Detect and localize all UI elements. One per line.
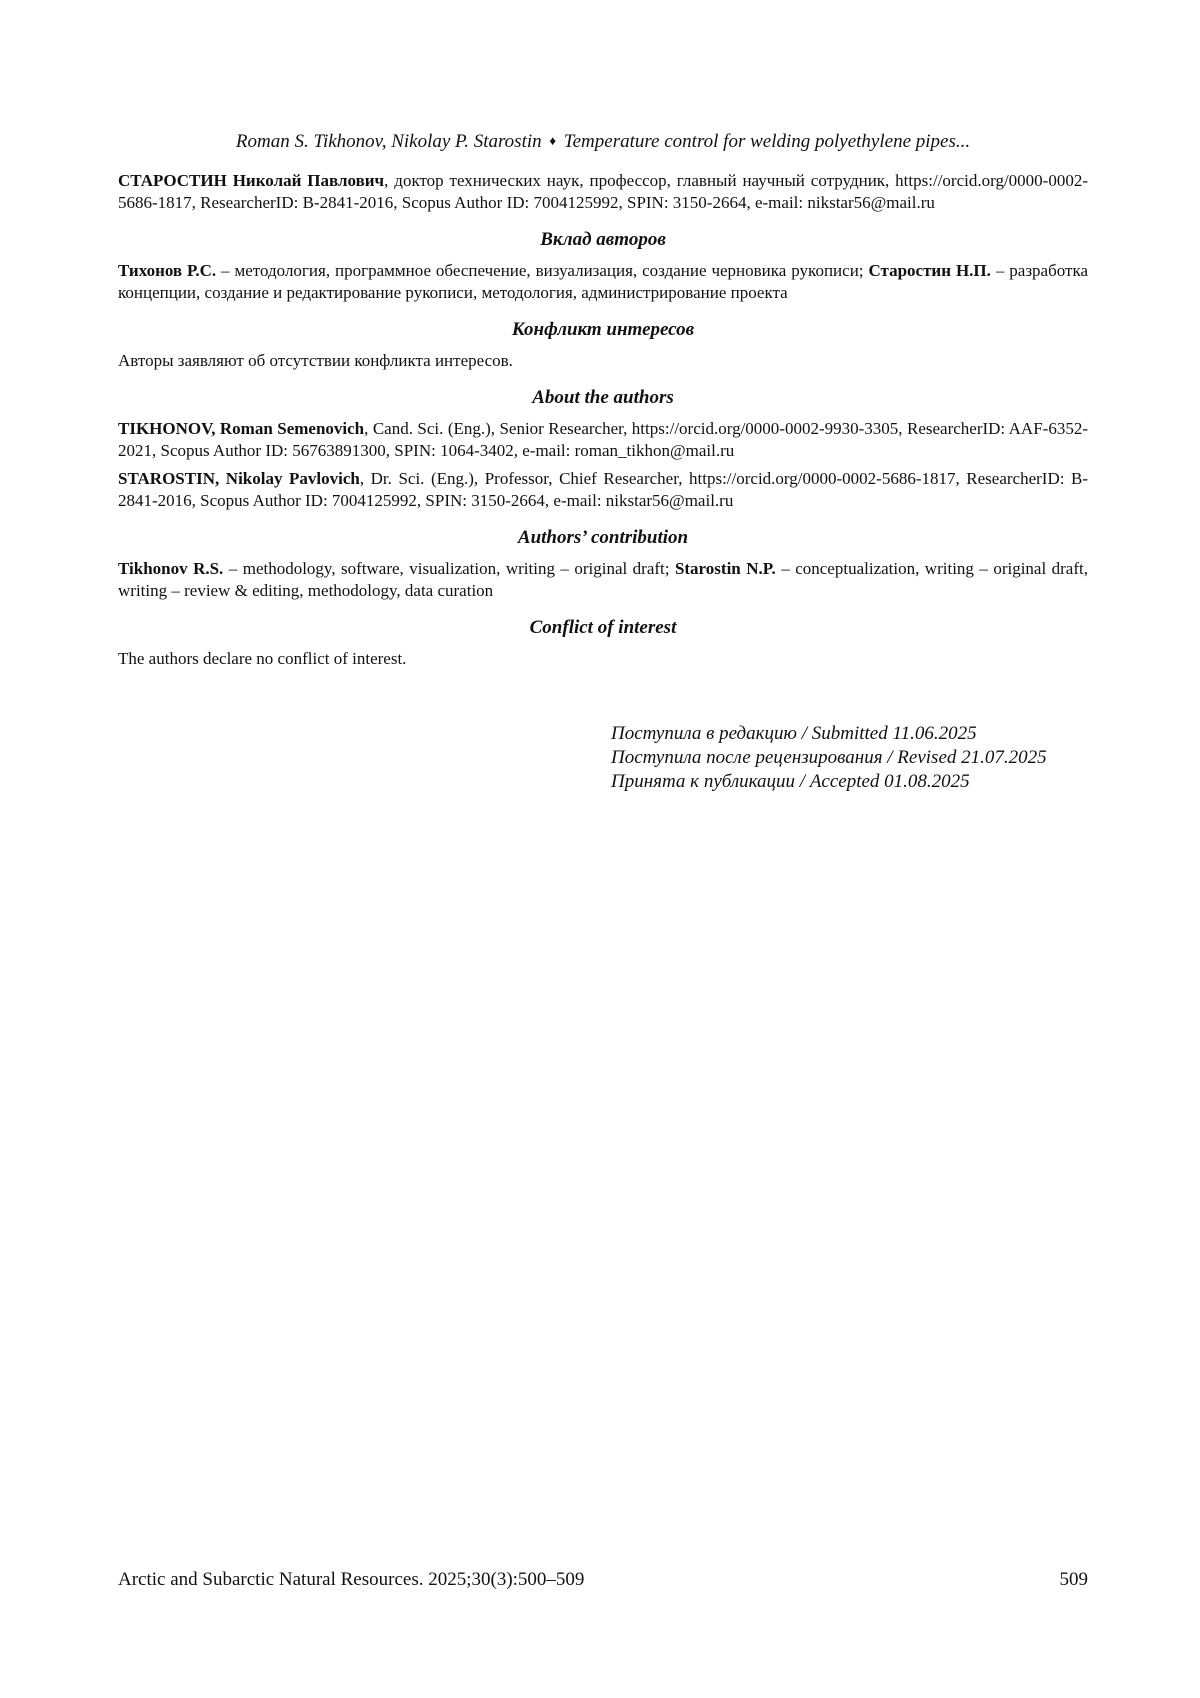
running-header: [118, 130, 1088, 155]
diamond-separator-icon: ♦: [549, 133, 557, 148]
ru-author-2-entry: [118, 170, 1088, 214]
en-author-2-entry: [118, 468, 1088, 512]
ru-contribution-author-1: Тихонов Р.С.: [118, 261, 217, 280]
running-header-title: Temperature control for welding polyethylene pipes...: [563, 131, 971, 152]
ru-contribution-author-2: Старостин Н.П.: [868, 261, 991, 280]
journal-citation: Arctic and Subarctic Natural Resources. 2025;30(3):500–509: [118, 1569, 585, 1590]
ru-conflict-text: Авторы заявляют об отсутствии конфликта интересов.: [118, 351, 513, 370]
ru-author-2-details: , доктор технических наук, профессор, главный научный сотрудник, https://orcid.org/0000-0002-5686-1817, ResearcherID: B-2841-2016, Scopus Author ID: 7004125992, SPIN: 3150-2664, e-mail: nikstar56@mail.ru: [118, 171, 1088, 212]
publication-dates: [611, 722, 1047, 794]
article-back-matter: [118, 170, 1088, 676]
ru-contribution-text: [118, 260, 1088, 304]
en-contribution-text: [118, 558, 1088, 602]
en-author-1-name: TIKHONOV, Roman Semenovich: [118, 419, 365, 438]
en-author-1-details: , Cand. Sci. (Eng.), Senior Researcher, https://orcid.org/0000-0002-9930-3305, ResearcherID: AAF-6352-2021, Scopus Author ID: 56763891300, SPIN: 1064-3402, e-mail: roman_tikhon@mail.ru: [118, 419, 1088, 460]
ru-contribution-role-2: – разработка концепции, создание и редактирование рукописи, методология, администрирование проекта: [118, 261, 1089, 302]
ru-author-2-name: СТАРОСТИН Николай Павлович: [118, 171, 385, 190]
running-header-authors: Roman S. Tikhonov, Nikolay P. Starostin: [235, 131, 542, 152]
en-contribution-heading: Authors’ contribution: [517, 527, 689, 548]
en-conflict-heading: Conflict of interest: [529, 617, 677, 638]
en-conflict-text: The authors declare no conflict of interest.: [118, 649, 407, 668]
en-contribution-role-2: – conceptualization, writing – original draft, writing – review & editing, methodology, data curation: [118, 559, 1088, 600]
en-author-1-entry: [118, 418, 1088, 462]
en-about-heading: About the authors: [532, 387, 674, 408]
date-revised: Поступила после рецензирования / Revised 21.07.2025: [611, 747, 1047, 768]
en-contribution-author-2: Starostin N.P.: [674, 559, 776, 578]
date-accepted: Принята к публикации / Accepted 01.08.2025: [611, 771, 970, 792]
page-number: 509: [1059, 1569, 1088, 1590]
en-author-2-name: STAROSTIN, Nikolay Pavlovich: [118, 469, 360, 488]
ru-contribution-heading: Вклад авторов: [540, 229, 666, 250]
ru-conflict-heading: Конфликт интересов: [511, 319, 695, 340]
en-contribution-author-1: Tikhonov R.S.: [118, 559, 224, 578]
ru-contribution-role-1: – методология, программное обеспечение, визуализация, создание черновика рукописи;: [216, 261, 869, 280]
article-page: [118, 0, 1088, 1698]
date-submitted: Поступила в редакцию / Submitted 11.06.2025: [611, 723, 977, 744]
en-author-2-details: , Dr. Sci. (Eng.), Professor, Chief Researcher, https://orcid.org/0000-0002-5686-1817, ResearcherID: B-2841-2016, Scopus Author ID: 7004125992, SPIN: 3150-2664, e-mail: nikstar56@mail.ru: [118, 469, 1088, 510]
en-contribution-role-1: – methodology, software, visualization, writing – original draft;: [223, 559, 675, 578]
